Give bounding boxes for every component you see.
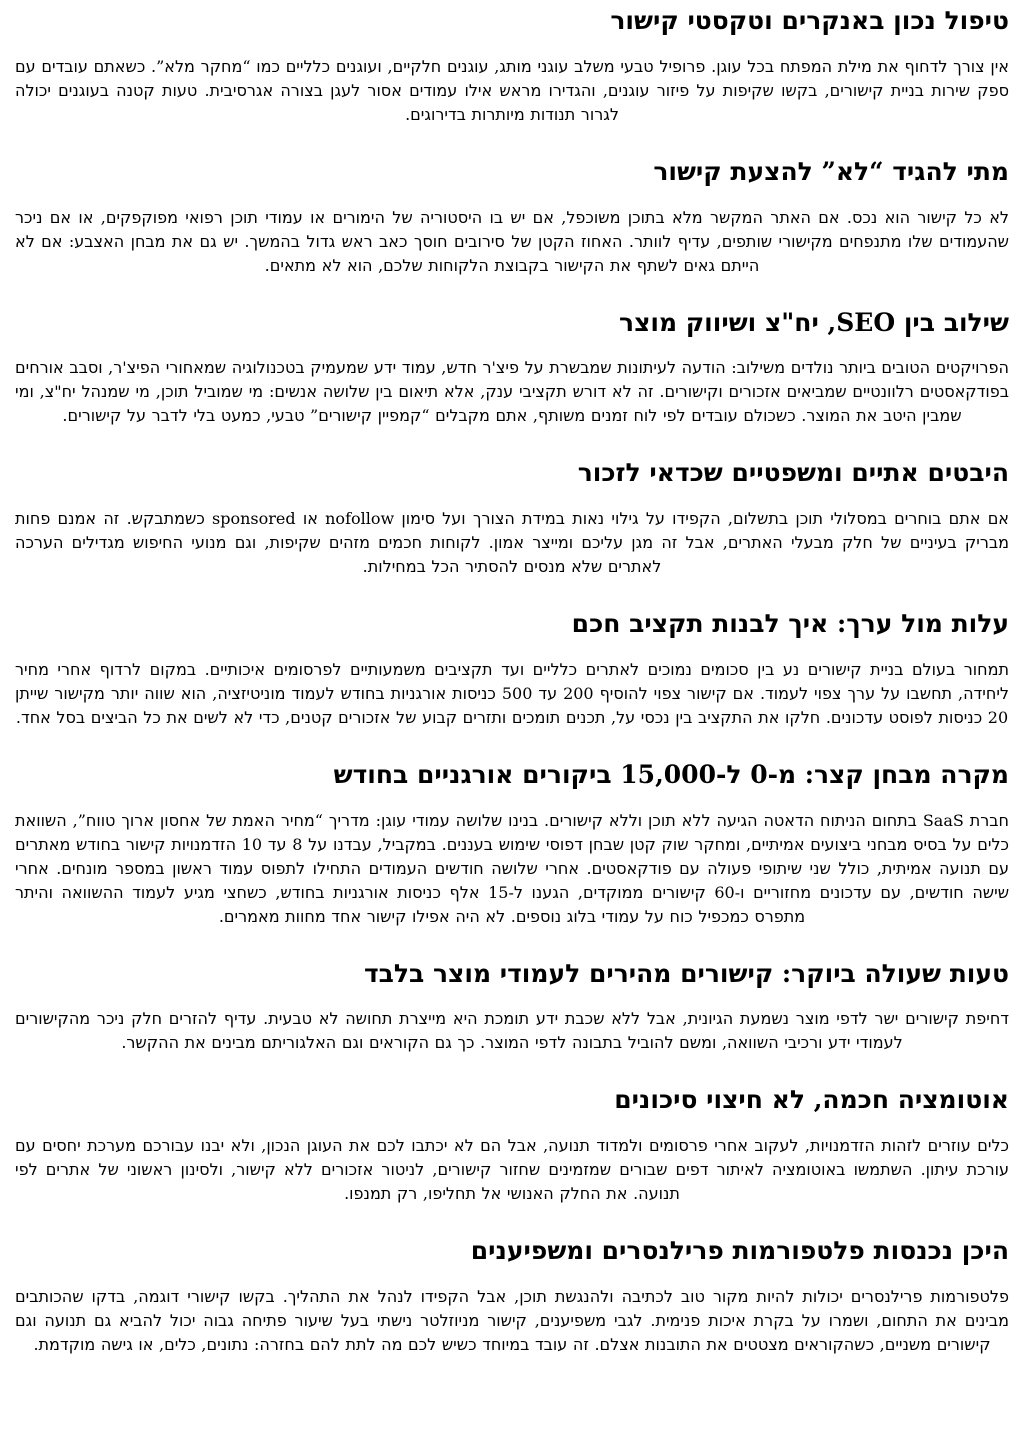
section-paragraph: תמחור בעולם בניית קישורים נע בין סכומים נמוכים לאתרים כלליים ועד תקציבים משמעותיים לפרסומים איכותיים. במקום לרדוף אחרי מחיר ליחידה, תחשבו על ערך צפוי לעמוד. אם קישור צפוי להוסיף 200 עד 500 כניסות אורגניות בחודש לעמוד מוניטיזציה, הוא שווה יותר מקישור שייתן 20 כניסות לפוסט עדכונים. חלקו את התקציב בין נכסי על, תכנים תומכים ותזרים קבוע של אזכורים קטנים, כדי לא לשים את כל הביצים בסל אחד.: [15, 659, 1009, 727]
section-when-to-say-no: [15, 158, 1009, 278]
section-paragraph: חברת SaaS בתחום הניתוח הדאטה הגיעה ללא תוכן וללא קישורים. בנינו שלושה עמודי עוגן: מדריך “מחיר האמת של אחסון ארוך טווח”, השוואת כלים על בסיס מבחני ביצועים אמיתיים, ומחקר שוק קטן שבחן דפוסי שימוש בעננים. במקביל, עבדנו על 8 עד 10 הזדמנויות קישור בחודש מאתרים עם תנועה אמיתית, כולל שני שיתופי פעולה עם פודקאסטים. אחרי שלושה חודשים העמודים התחילו לתפוס עמוד ראשון במספר מונחים. אחרי שישה חודשים, עם עדכונים מחזוריים ו-60 קישורים ממוקדים, הגענו ל-15 אלף כניסות אורגניות בחודש, כשחצי מגיע לעמוד ההשוואה והיתר מתפרס כמכפיל כוח על עמודי בלוג נוספים. לא היה אפילו קישור אחד מחוות מאמרים.: [15, 810, 1010, 926]
section-paragraph: פלטפורמות פרילנסרים יכולות להיות מקור טוב לכתיבה ולהנגשת תוכן, אבל הקפידו לנהל את התהליך. בקשו קישורי דוגמה, בדקו שהכותבים מבינים את התחום, ושמרו על בקרת איכות פנימית. לגבי משפיענים, קישור מניוזלטר נישתי בעל שיעור פתיחה גבוה יכול להביא גם תנועה וגם קישורים משניים, כשהקוראים מצטטים את התובנות אצלם. זה עובד במיוחד כשיש לכם מה לתת להם בחזרה: נתונים, כלים, או גישה מוקדמת.: [15, 1286, 1010, 1354]
section-heading: היבטים אתיים ומשפטיים שכדאי לזכור: [577, 458, 1009, 488]
section-paragraph: לא כל קישור הוא נכס. אם האתר המקשר מלא בתוכן משוכפל, אם יש בו היסטוריה של הימורים או עמודי תוכן רפואי מפוקפקים, או אם ניכר שהעמודים שלו מתנפחים מקישורי שותפים, עדיף לוותר. האחוז הקטן של סירובים חוסך כאב ראש גדול בהמשך. יש גם את מבחן האצבע: אם לא הייתם גאים לשתף את הקישור בקבוצת הלקוחות שלכם, הוא לא מתאים.: [15, 207, 1009, 275]
section-paragraph: הפרויקטים הטובים ביותר נולדים משילוב: הודעה לעיתונות שמבשרת על פיצ'ר חדש, עמוד ידע שמעמיק בטכנולוגיה שמאחורי הפיצ'ר, וסבב אורחים בפודקאסטים רלוונטיים שמביאים אזכורים וקישורים. זה לא דורש תקציבי ענק, אלא תיאום בין שלושה אנשים: מי שמוביל תוכן, מי שמנהל יח"צ, ומי שמבין היטב את המוצר. כשכולם עובדים לפי לוח זמנים משותף, אתם מקבלים “קמפיין קישורים” טבעי, כמעט בלי לדבר על קישורים.: [15, 358, 1009, 426]
section-anchor-texts: [15, 7, 1009, 127]
section-heading: טעות שעולה ביוקר: קישורים מהירים לעמודי מוצר בלבד: [363, 958, 1009, 988]
section-paragraph: דחיפת קישורים ישר לדפי מוצר נשמעת הגיונית, אבל ללא שכבת ידע תומכת היא מייצרת תחושה לא טבעית. עדיף להזרים חלק ניכר מהקישורים לעמודי ידע ורכיבי השוואה, ומשם להוביל בתבונה לדפי המוצר. כך גם הקוראים וגם האלגוריתם מבינים את ההקשר.: [15, 1009, 1009, 1053]
section-paragraph: אם אתם בוחרים במסלולי תוכן בתשלום, הקפידו על גילוי נאות במידת הצורך ועל סימון nofollow או sponsored כשמתבקש. זה אמנם פחות מבריק בעיניים של חלק מבעלי האתרים, אבל זה מגן עליכם ומייצר אמון. לקוחות חכמים מזהים שקיפות, וגם מנועי החיפוש מגדילים הערכה לאתרים שלא מנסים להסתיר הכל במחילות.: [15, 509, 1010, 576]
section-case-study: [15, 761, 1009, 929]
section-heading: מתי להגיד “לא” להצעת קישור: [653, 156, 1009, 186]
section-smart-automation: [15, 1086, 1009, 1206]
section-ethics-legal: [15, 459, 1009, 579]
section-paragraph: אין צורך לדחוף את מילת המפתח בכל עוגן. פרופיל טבעי משלב עוגני מותג, עוגנים חלקיים, ועוגנים כלליים כמו “מחקר מלא”. כשאתם עובדים עם ספק שירות בניית קישורים, בקשו שקיפות על פיזור עוגנים, והגדירו מראש אילו עמודים אסור לעגן בצורה אגרסיבית. טעות קטנה בעוגנים יכולה לגרור תנודות מיותרות בדירוגים.: [15, 56, 1010, 124]
section-heading: טיפול נכון באנקרים וטקסטי קישור: [610, 6, 1009, 35]
section-heading: מקרה מבחן קצר: מ-0 ל-15,000 ביקורים אורגניים בחודש: [333, 759, 1009, 789]
section-paragraph: כלים עוזרים לזהות הזדמנויות, לעקוב אחרי פרסומים ולמדוד תנועה, אבל הם לא יכתבו לכם את העוגן הנכון, ולא יבנו עבורכם מערכת יחסים עם עורכת עיתון. השתמשו באוטומציה לאיתור דפים שבורים שמזמינים שחזור קישורים, לניטור אזכורים ללא קישור, ולסינון ראשוני של אתרים לפי תנועה. את החלק האנושי אל תחליפו, רק תמנפו.: [15, 1136, 1009, 1203]
section-heading: שילוב בין SEO, יח"צ ושיווק מוצר: [619, 307, 1009, 337]
section-heading: אוטומציה חכמה, לא חיצוי סיכונים: [614, 1085, 1009, 1115]
section-freelancer-platforms: [15, 1237, 1009, 1357]
section-costly-mistake: [15, 960, 1009, 1056]
section-seo-pr-marketing: [15, 309, 1009, 429]
section-heading: היכן נכנסות פלטפורמות פרילנסרים ומשפיענים: [470, 1236, 1009, 1265]
section-cost-vs-value: [15, 610, 1009, 730]
section-heading: עלות מול ערך: איך לבנות תקציב חכם: [571, 609, 1009, 638]
